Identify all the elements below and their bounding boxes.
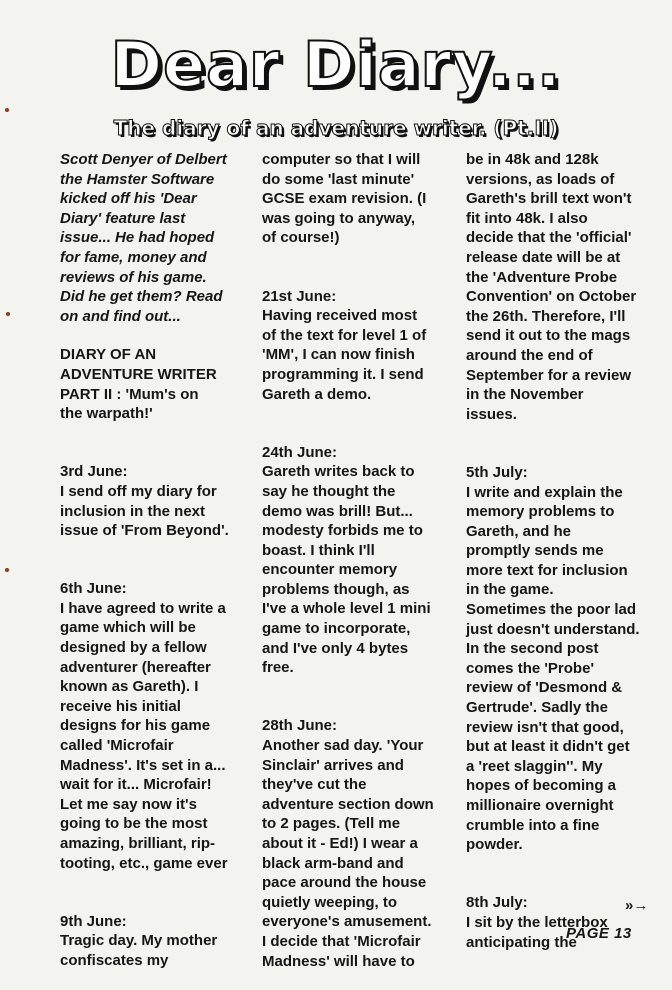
entry-date: 3rd June: [60, 463, 128, 481]
column-2 [262, 150, 458, 990]
diary-entry [262, 267, 458, 404]
continued-text: computer so that I will do some 'last minute' GCSE exam revision. (I was going to anyway, of course!) [262, 151, 427, 247]
intro-paragraph: Scott Denyer of Delbert the Hamster Software kicked off his 'Dear Diary' feature last issue... He had hoped for fame, money and reviews of his game. Did he get them? Read on and find out... [60, 151, 227, 325]
entry-date: 9th June: [60, 912, 127, 930]
entry-date: 5th July: [466, 463, 528, 481]
entry-text: I write and explain the memory problems to Gareth, and he promptly sends me more text for inclusion in the game. Sometimes the poor lad just doesn't understand. In the second post comes the 'Probe' review of 'Desmond & Gertrude'. Sadly the review isn't that good, but at least it didn't get a 'reet slaggin''. My hopes of becoming a millionaire overnight crumble into a fine powder. [466, 483, 640, 854]
diary-entry [60, 892, 242, 970]
continue-arrow-icon: »→ [625, 897, 649, 914]
page-number: PAGE 13 [566, 925, 632, 942]
column-1 [60, 150, 242, 990]
entry-date: 8th July: [466, 894, 528, 912]
page-subtitle: The diary of an adventure writer. (Pt.II) [113, 116, 559, 140]
entry-text: Having received most of the text for level 1 of 'MM', I can now finish programming it. I send Gareth a demo. [262, 307, 427, 403]
entry-text: Tragic day. My mother confiscates my [60, 932, 218, 969]
diary-entry [262, 423, 458, 678]
diary-entry [60, 560, 242, 874]
entry-text: I sit by the letterbox anticipating the [466, 913, 608, 951]
diary-entry [466, 443, 662, 854]
paper-speck [5, 568, 9, 572]
entry-text: Gareth writes back to say he thought the demo was brill! But... modesty forbids me to boast. I think I'll encounter memory problems though, as I've a whole level 1 mini game to incorporate, and I've only 4 bytes free. [262, 463, 431, 677]
entry-text: I have agreed to write a game which will be designed by a fellow adventurer (hereafter known as Gareth). I receive his initial designs for his game called 'Microfair Madness'. It's set in a... wait for it... Microfair! Let me say now it's going to be the most amazing, brilliant, rip- tooting, etc., game ever [60, 599, 228, 872]
paper-speck [5, 108, 9, 112]
entry-text: Another sad day. 'Your Sinclair' arrives and they've cut the adventure section down to 2 pages. (Tell me about it - Ed!) I wear a black arm-band and pace around the house quietly weeping, to everyone's amusement. I decide that 'Microfair Madness' will have to [262, 737, 434, 970]
entry-date: 6th June: [60, 580, 127, 598]
continued-text: be in 48k and 128k versions, as loads of Gareth's brill text won't fit into 48k. I also decide that the 'official' release date will be at the 'Adventure Probe Convention' on October the 26th. Therefore, I'll send it out to the mags around the end of September for a review in the November issues. [466, 151, 637, 423]
page-title: Dear Diary... [110, 28, 562, 101]
diary-heading: DIARY OF AN ADVENTURE WRITER PART II : 'Mum's on the warpath!' [60, 346, 217, 423]
entry-date: 24th June: [262, 443, 338, 461]
diary-entry [262, 697, 458, 971]
diary-entry [60, 443, 242, 541]
entry-date: 21st June: [262, 287, 337, 305]
paper-speck [6, 312, 10, 316]
entry-text: I send off my diary for inclusion in the next issue of 'From Beyond'. [60, 482, 229, 540]
entry-date: 28th June: [262, 717, 338, 735]
column-3 [466, 150, 662, 971]
